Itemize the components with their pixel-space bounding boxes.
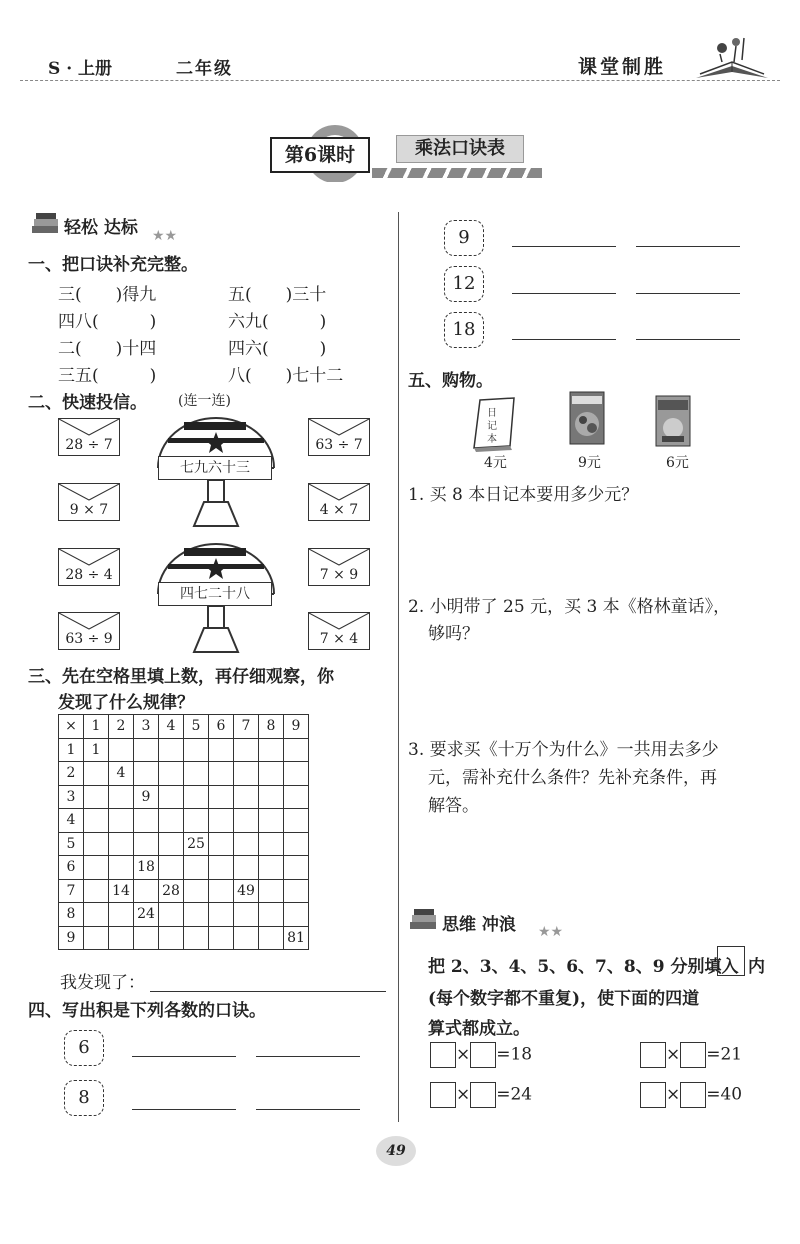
q5-problem-3-line1: 3. 要求买《十万个为什么》一共用去多少: [408, 740, 719, 760]
table-cell: 5: [59, 832, 84, 856]
svg-text:日: 日: [487, 408, 497, 419]
table-row: [59, 856, 309, 880]
table-cell[interactable]: [259, 785, 284, 809]
q5-title: 五、购物。: [408, 371, 493, 391]
table-cell: ×: [59, 715, 84, 739]
table-row: [59, 832, 309, 856]
envelope-right-2[interactable]: 4 × 7: [308, 483, 370, 521]
table-cell[interactable]: [184, 856, 209, 880]
table-cell[interactable]: [159, 832, 184, 856]
table-cell: 9: [59, 926, 84, 950]
fairy-tale-book-icon: [568, 390, 608, 448]
lesson-number: 第6课时: [270, 137, 370, 173]
table-cell[interactable]: [209, 926, 234, 950]
eq2-box-b[interactable]: [680, 1042, 706, 1068]
q1-r4-a: 三五( ): [58, 366, 157, 386]
table-cell[interactable]: [84, 809, 109, 833]
table-cell[interactable]: [134, 832, 159, 856]
q4-12-line-2[interactable]: [636, 292, 740, 294]
q4-number-9: 9: [444, 220, 484, 256]
q5-problem-2-line1: 2. 小明带了 25 元，买 3 本《格林童话》，: [408, 597, 731, 617]
q4-8-line-2[interactable]: [256, 1108, 360, 1110]
eq3-box-b[interactable]: [470, 1082, 496, 1108]
table-cell[interactable]: [234, 738, 259, 762]
mailbox-2-label: 四七二十八: [158, 582, 272, 606]
table-cell[interactable]: [159, 809, 184, 833]
table-cell[interactable]: [259, 856, 284, 880]
diary-book-icon: [470, 396, 520, 452]
table-cell[interactable]: [84, 926, 109, 950]
table-cell[interactable]: [234, 926, 259, 950]
books-icon: [30, 212, 62, 236]
q4-8-line-1[interactable]: [132, 1108, 236, 1110]
q1-r1-b: 五( )三十: [228, 285, 327, 305]
table-cell[interactable]: [184, 762, 209, 786]
envelope-right-4[interactable]: 7 × 4: [308, 612, 370, 650]
q4-number-12: 12: [444, 266, 484, 302]
table-cell[interactable]: [259, 809, 284, 833]
table-cell: 8: [259, 715, 284, 739]
q4-9-line-1[interactable]: [512, 245, 616, 247]
eq4-box-a[interactable]: [640, 1082, 666, 1108]
table-row: [59, 809, 309, 833]
eq1-box-b[interactable]: [470, 1042, 496, 1068]
table-cell[interactable]: [159, 785, 184, 809]
table-cell: 24: [134, 903, 159, 927]
table-cell[interactable]: [84, 762, 109, 786]
section-easy-title: 轻松 达标: [64, 218, 138, 238]
table-cell[interactable]: [184, 879, 209, 903]
table-cell: 2: [109, 715, 134, 739]
table-cell[interactable]: [159, 856, 184, 880]
table-cell: 1: [59, 738, 84, 762]
q5-problem-3-line2: 元，需补充什么条件？先补充条件，再: [428, 768, 717, 788]
table-cell: 2: [59, 762, 84, 786]
table-cell[interactable]: [184, 738, 209, 762]
table-cell: 1: [84, 715, 109, 739]
eq4-box-b[interactable]: [680, 1082, 706, 1108]
table-row: [59, 926, 309, 950]
q1-r2-b: 六九( ): [228, 312, 327, 332]
table-cell: 18: [134, 856, 159, 880]
think-line1b: 内: [748, 957, 765, 977]
table-cell[interactable]: [209, 879, 234, 903]
table-cell[interactable]: [234, 856, 259, 880]
equation-2: × =21: [640, 1042, 742, 1068]
table-cell[interactable]: [159, 926, 184, 950]
table-cell[interactable]: [259, 926, 284, 950]
q1-r2-a: 四八( ): [58, 312, 157, 332]
mailbox-2[interactable]: [156, 536, 276, 660]
table-cell[interactable]: [109, 903, 134, 927]
q4-18-line-2[interactable]: [636, 338, 740, 340]
table-row: [59, 762, 309, 786]
envelope-right-1[interactable]: 63 ÷ 7: [308, 418, 370, 456]
book-logo-icon: [692, 28, 772, 82]
table-cell[interactable]: [84, 903, 109, 927]
q5-problem-1: 1. 买 8 本日记本要用多少元？: [408, 485, 639, 505]
q2-title: 二、快速投信。: [28, 393, 147, 413]
table-cell: 4: [59, 809, 84, 833]
table-cell[interactable]: [209, 832, 234, 856]
table-cell[interactable]: [134, 879, 159, 903]
table-cell[interactable]: [284, 832, 309, 856]
price-fairy-tale: 9元: [578, 455, 601, 471]
table-cell: 81: [284, 926, 309, 950]
table-cell: 3: [59, 785, 84, 809]
think-line1a: 把 2、3、4、5、6、7、8、9 分别填入: [428, 957, 739, 977]
table-cell[interactable]: [209, 762, 234, 786]
table-cell[interactable]: [184, 903, 209, 927]
svg-text:记: 记: [487, 421, 497, 432]
table-cell: 25: [184, 832, 209, 856]
table-cell[interactable]: [259, 762, 284, 786]
equation-4: × =40: [640, 1082, 742, 1108]
table-cell[interactable]: [184, 809, 209, 833]
science-book-icon: [654, 394, 694, 450]
equation-3: × =24: [430, 1082, 532, 1108]
table-cell[interactable]: [134, 762, 159, 786]
table-cell: 5: [184, 715, 209, 739]
table-cell[interactable]: [159, 762, 184, 786]
table-cell[interactable]: [209, 785, 234, 809]
section-think-title: 思维 冲浪: [442, 915, 516, 935]
table-cell: 6: [59, 856, 84, 880]
mailbox-1-label: 七九六十三: [158, 456, 272, 480]
lesson-stripes: [372, 168, 542, 178]
table-cell[interactable]: [209, 809, 234, 833]
q3-answer-line[interactable]: [150, 990, 386, 992]
price-science: 6元: [666, 455, 689, 471]
table-cell[interactable]: [234, 809, 259, 833]
q4-number-8: 8: [64, 1080, 104, 1116]
table-cell[interactable]: [134, 926, 159, 950]
table-cell[interactable]: [284, 738, 309, 762]
table-cell[interactable]: [234, 762, 259, 786]
page-number: 49: [376, 1136, 416, 1166]
think-line2: (每个数字都不重复)，使下面的四道: [428, 989, 700, 1009]
table-cell[interactable]: [109, 785, 134, 809]
table-cell[interactable]: [209, 903, 234, 927]
header-divider: [20, 80, 780, 81]
table-cell: 14: [109, 879, 134, 903]
q1-r3-a: 二( )十四: [58, 339, 157, 359]
mailbox-1[interactable]: [156, 410, 276, 534]
q4-9-line-2[interactable]: [636, 245, 740, 247]
eq1-box-a[interactable]: [430, 1042, 456, 1068]
table-cell: 4: [159, 715, 184, 739]
table-cell[interactable]: [259, 832, 284, 856]
lesson-title: 乘法口诀表: [396, 135, 524, 163]
eq3-box-a[interactable]: [430, 1082, 456, 1108]
q5-problem-2-line2: 够吗？: [428, 624, 479, 644]
envelope-left-1[interactable]: 28 ÷ 7: [58, 418, 120, 456]
envelope-left-2[interactable]: 9 × 7: [58, 483, 120, 521]
table-cell: 4: [109, 762, 134, 786]
multiplication-table: [58, 714, 309, 950]
q3-found-label: 我发现了：: [60, 973, 145, 993]
q4-number-6: 6: [64, 1030, 104, 1066]
table-cell: 9: [134, 785, 159, 809]
table-cell[interactable]: [159, 903, 184, 927]
header-brand: 课堂制胜: [578, 56, 667, 78]
q1-title: 一、把口诀补充完整。: [28, 255, 198, 275]
stars-decoration: ★★: [152, 228, 178, 244]
q4-18-line-1[interactable]: [512, 338, 616, 340]
table-cell[interactable]: [184, 926, 209, 950]
table-cell[interactable]: [259, 903, 284, 927]
books-icon-2: [408, 908, 440, 932]
header-edition: S · 上册: [48, 59, 113, 79]
table-row: [59, 785, 309, 809]
table-cell[interactable]: [259, 879, 284, 903]
table-row: [59, 903, 309, 927]
table-cell[interactable]: [84, 879, 109, 903]
table-cell[interactable]: [84, 832, 109, 856]
table-cell: 3: [134, 715, 159, 739]
table-cell[interactable]: [234, 785, 259, 809]
table-cell[interactable]: [284, 809, 309, 833]
header-grade: 二年级: [176, 59, 233, 79]
table-cell[interactable]: [234, 832, 259, 856]
table-cell[interactable]: [84, 856, 109, 880]
eq2-box-a[interactable]: [640, 1042, 666, 1068]
stars-decoration-2: ★★: [538, 924, 564, 940]
q5-problem-3-line3: 解答。: [428, 796, 479, 816]
table-cell: 7: [234, 715, 259, 739]
q3-title-line1: 三、先在空格里填上数，再仔细观察，你: [28, 667, 334, 687]
q4-number-18: 18: [444, 312, 484, 348]
table-cell[interactable]: [109, 809, 134, 833]
table-row: [59, 738, 309, 762]
table-cell: 28: [159, 879, 184, 903]
envelope-left-4[interactable]: 63 ÷ 9: [58, 612, 120, 650]
table-cell[interactable]: [159, 738, 184, 762]
table-cell: 49: [234, 879, 259, 903]
table-cell[interactable]: [209, 856, 234, 880]
table-cell[interactable]: [284, 856, 309, 880]
q1-r4-b: 八( )七十二: [228, 366, 344, 386]
q1-r1-a: 三( )得九: [58, 285, 157, 305]
table-row: [59, 879, 309, 903]
table-cell[interactable]: [134, 809, 159, 833]
table-cell: 9: [284, 715, 309, 739]
table-cell[interactable]: [109, 738, 134, 762]
table-cell: 6: [209, 715, 234, 739]
table-cell: 8: [59, 903, 84, 927]
q2-hint: (连一连): [178, 393, 231, 409]
q4-title: 四、写出积是下列各数的口诀。: [28, 1001, 266, 1021]
column-divider: [398, 212, 399, 1122]
think-sample-box: [717, 946, 745, 976]
price-diary: 4元: [484, 455, 507, 471]
table-cell[interactable]: [109, 856, 134, 880]
think-line3: 算式都成立。: [428, 1019, 530, 1039]
table-row: [59, 715, 309, 739]
table-cell[interactable]: [134, 738, 159, 762]
table-cell[interactable]: [234, 903, 259, 927]
svg-text:本: 本: [487, 434, 497, 445]
table-cell[interactable]: [259, 738, 284, 762]
table-cell[interactable]: [109, 832, 134, 856]
envelope-left-3[interactable]: 28 ÷ 4: [58, 548, 120, 586]
table-cell: 7: [59, 879, 84, 903]
table-cell[interactable]: [84, 785, 109, 809]
table-cell[interactable]: [209, 738, 234, 762]
table-cell: 1: [84, 738, 109, 762]
q4-6-line-1[interactable]: [132, 1055, 236, 1057]
q3-title-line2: 发现了什么规律？: [58, 693, 194, 713]
table-cell[interactable]: [284, 762, 309, 786]
q4-12-line-1[interactable]: [512, 292, 616, 294]
equation-1: × =18: [430, 1042, 532, 1068]
envelope-right-3[interactable]: 7 × 9: [308, 548, 370, 586]
table-cell[interactable]: [184, 785, 209, 809]
table-cell[interactable]: [109, 926, 134, 950]
table-cell[interactable]: [284, 785, 309, 809]
q1-r3-b: 四六( ): [228, 339, 327, 359]
table-cell[interactable]: [284, 879, 309, 903]
table-cell[interactable]: [284, 903, 309, 927]
q4-6-line-2[interactable]: [256, 1055, 360, 1057]
